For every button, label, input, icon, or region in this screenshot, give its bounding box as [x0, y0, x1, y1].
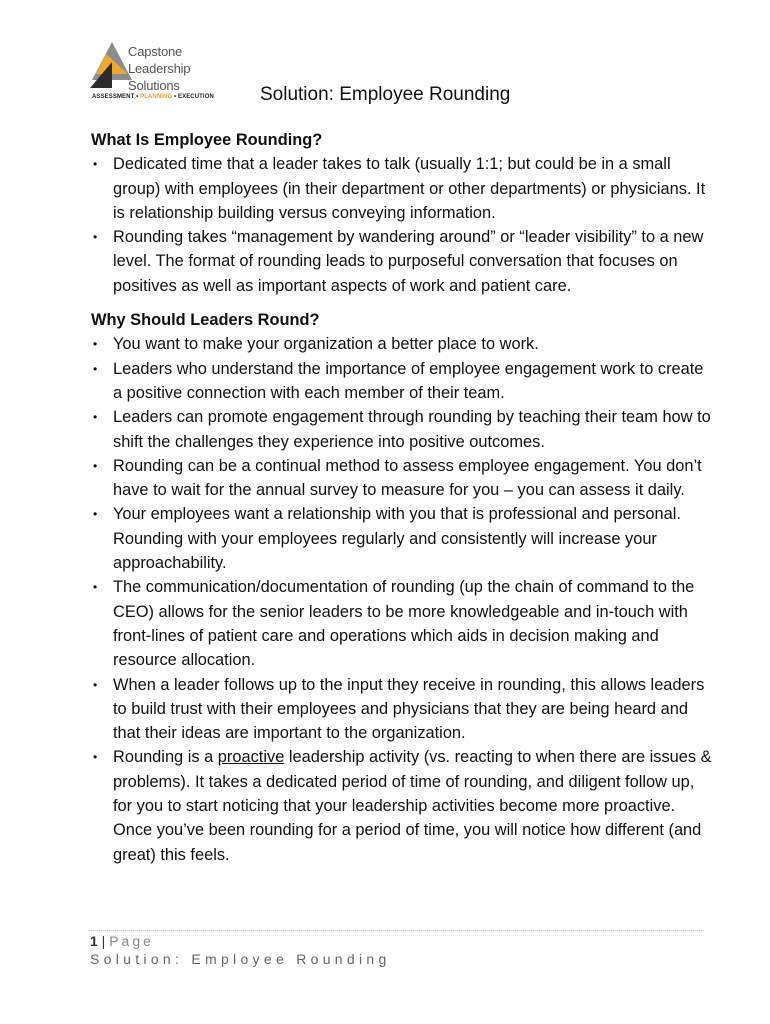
bullet-icon: •: [93, 507, 98, 522]
page-number: 1: [90, 933, 98, 949]
company-logo: [88, 40, 228, 106]
logo-tagline-assessment: ASSESSMENT: [92, 94, 135, 100]
list-item: [91, 502, 716, 575]
logo-text-line-1: Capstone: [128, 44, 183, 59]
document-title: Solution: Employee Rounding: [260, 84, 511, 105]
bullet-list-what-is-rounding: [91, 152, 716, 298]
section-heading-what-is-rounding: What Is Employee Rounding?: [91, 131, 323, 149]
logo-triangle-icon: [88, 40, 132, 92]
list-item-text: The communication/documentation of rounding (up the chain of command to the CEO) allows for the senior leaders to be more knowledgeable and in-touch with front-lines of patient care and operations which aids in decision making and resource allocation.: [113, 578, 695, 670]
bullet-icon: •: [93, 337, 98, 352]
list-item-text-before: Rounding is a: [113, 748, 218, 767]
list-item-text: Leaders who understand the importance of employee engagement work to create a positive connection with each member of their team.: [113, 359, 704, 402]
footer-page-indicator: [90, 933, 154, 949]
bullet-icon: •: [93, 157, 98, 172]
bullet-icon: •: [93, 580, 98, 595]
logo-tagline-planning: PLANNING: [140, 94, 173, 100]
bullet-icon: •: [93, 750, 98, 765]
list-item-text: Rounding can be a continual method to assess employee engagement. You don’t have to wait for the annual survey to measure for you – you can assess it daily.: [113, 456, 702, 500]
logo-text-line-2: Leadership: [128, 61, 191, 76]
list-item: [91, 152, 716, 225]
list-item: [91, 454, 716, 503]
section-heading-why-round: Why Should Leaders Round?: [91, 311, 320, 330]
list-item-text: Dedicated time that a leader takes to talk (usually 1:1; but could be in a small group) with employees (in their department or other departments) or physicians. It is relationship building versus conveying information.: [113, 155, 706, 222]
list-item: [91, 357, 716, 406]
bullet-icon: •: [93, 230, 98, 245]
document-body: [91, 128, 716, 867]
list-item: [91, 332, 716, 356]
list-item: [91, 575, 716, 672]
logo-tagline-separator: •: [172, 94, 178, 100]
list-item: [91, 673, 716, 746]
list-item: [91, 405, 716, 454]
bullet-list-why-round: [91, 332, 716, 867]
list-item-text: You want to make your organization a better place to work.: [113, 335, 539, 354]
page-separator: |: [97, 933, 110, 949]
bullet-icon: •: [93, 458, 98, 473]
logo-text-line-3: Solutions: [128, 78, 180, 93]
list-item-text: Rounding takes “management by wandering around” or “leader visibility” to a new level. The format of rounding leads to purposeful conversation that focuses on positives as well as important aspects of work and patient care.: [113, 228, 704, 295]
list-item-text: Your employees want a relationship with you that is professional and personal. Rounding with your employees regularly and consistently will increase your approachability.: [113, 505, 681, 573]
list-item-text-after: leadership activity (vs. reacting to when there are issues & problems). It takes a dedicated period of time of rounding, and diligent follow up, for you to start noticing that your leadership activities become more proactive. Once you’ve been rounding for a period of time, you will notice how different (and great) this feels.: [113, 748, 712, 864]
logo-tagline: [92, 94, 214, 100]
logo-tagline-execution: EXECUTION: [177, 94, 214, 100]
underlined-word: proactive: [217, 748, 285, 767]
list-item: [91, 745, 716, 866]
bullet-icon: •: [93, 361, 98, 376]
list-item: [91, 225, 716, 298]
footer-document-name: Solution: Employee Rounding: [90, 951, 391, 967]
list-item-text: When a leader follows up to the input they receive in rounding, this allows leaders to build trust with their employees and physicians that they are being heard and that their ideas are important to the organization.: [113, 675, 705, 743]
page-label: Page: [109, 933, 154, 949]
list-item-text: Leaders can promote engagement through rounding by teaching their team how to shift the challenges they experience into positive outcomes.: [113, 408, 711, 451]
logo-tagline-separator: •: [134, 94, 141, 100]
bullet-icon: •: [93, 410, 98, 425]
bullet-icon: •: [93, 677, 98, 692]
footer-divider: [88, 930, 704, 931]
